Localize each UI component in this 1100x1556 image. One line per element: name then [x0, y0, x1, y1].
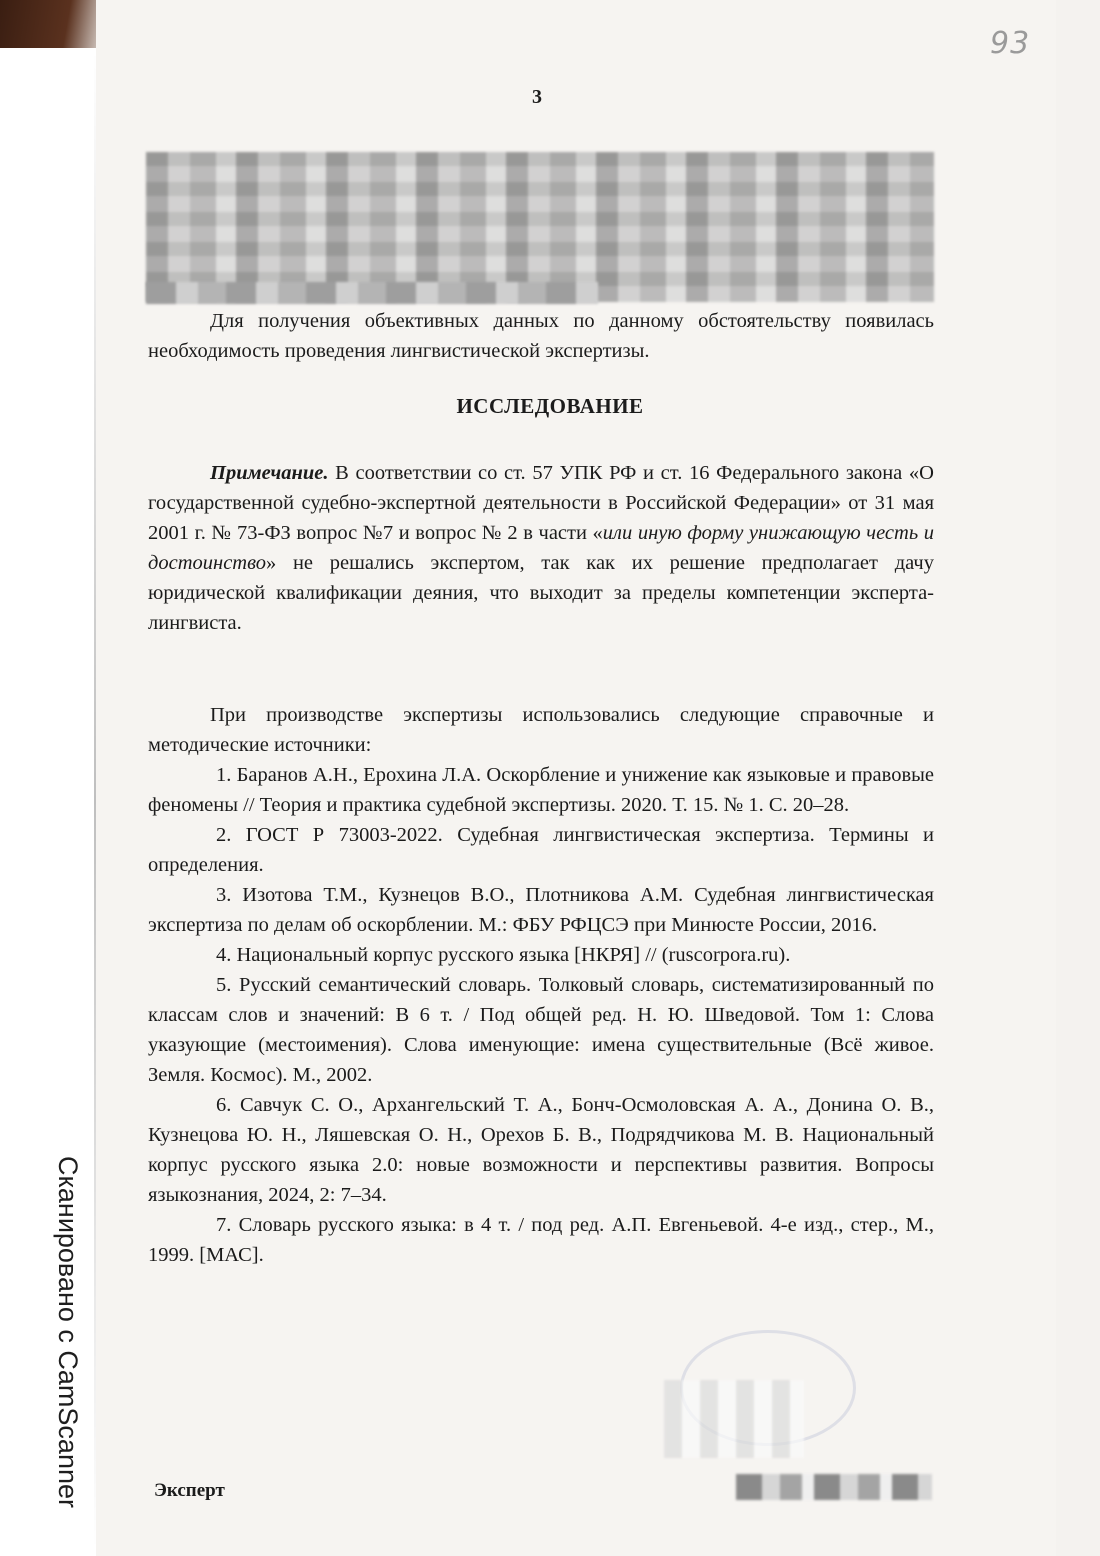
list-item: 3. Изотова Т.М., Кузнецов В.О., Плотникова А.М. Судебная лингвистическая экспертиза по делам об оскорблении. М.: ФБУ РФЦСЭ при Минюсте России, 2016. [148, 884, 934, 936]
scan-background-corner [0, 0, 110, 48]
signature-label: Эксперт [154, 1480, 225, 1501]
redacted-signature [664, 1380, 804, 1458]
note-text-before: В соответствии со ст. 57 УПК РФ и ст. 16 Федерального закона «О государственной судебно-экспертной деятельности в Российской Федерации» от 31 мая 2001 г. № 73-ФЗ вопрос №7 и вопрос № 2 в части « [148, 462, 934, 544]
note-label: Примечание. [210, 462, 329, 484]
list-item: 5. Русский семантический словарь. Толковый словарь, систематизированный по классам слов и значений: В 6 т. / Под общей ред. Н. Ю. Шведовой. Том 1: Слова указующие (местоимения). Слова именующие: имена существительные (Всё живое. Земля. Космос). М., 2002. [148, 974, 934, 1086]
note-italic-quote: или иную форму унижающую честь и достоинство [148, 522, 934, 574]
list-item: 2. ГОСТ Р 73003-2022. Судебная лингвистическая экспертиза. Термины и определения. [148, 824, 934, 876]
intro-paragraph: Для получения объективных данных по данному обстоятельству появилась необходимость проведения лингвистической экспертизы. [148, 310, 934, 362]
handwritten-page-number: 93 [990, 26, 1031, 61]
note-text-after: » не решались экспертом, так как их решение предполагает дачу юридической квалификации деяния, что выходит за пределы компетенции эксперта-лингвиста. [148, 552, 934, 634]
watermark-text: Сканировано с CamScanner [53, 1156, 83, 1509]
list-item: 7. Словарь русского языка: в 4 т. / под ред. А.П. Евгеньевой. 4-е изд., стер., М., 1999. [МАС]. [148, 1214, 934, 1266]
redacted-paragraph [146, 152, 934, 302]
camscanner-watermark [52, 1132, 83, 1532]
page-edge-shadow [94, 50, 96, 1550]
page-number: 3 [532, 86, 542, 108]
sources-list [148, 760, 934, 1270]
section-heading: ИССЛЕДОВАНИЕ [456, 394, 644, 418]
note-paragraph [148, 458, 934, 638]
list-item: 4. Национальный корпус русского языка [НКРЯ] // (ruscorpora.ru). [216, 944, 791, 966]
list-item: 6. Савчук С. О., Архангельский Т. А., Бонч-Осмоловская А. А., Донина О. В., Кузнецова Ю. Н., Ляшевская О. Н., Орехов Б. В., Подрядчикова М. В. Национальный корпус русского языка 2.0: новые возможности и перспективы развития. Вопросы языкознания, 2024, 2: 7–34. [148, 1094, 934, 1206]
redacted-expert-name [736, 1474, 932, 1500]
redacted-paragraph-tail [146, 282, 598, 304]
sources-intro: При производстве экспертизы использовались следующие справочные и методические источники: [148, 704, 934, 756]
list-item: 1. Баранов А.Н., Ерохина Л.А. Оскорбление и унижение как языковые и правовые феномены // Теория и практика судебной экспертизы. 2020. Т. 15. № 1. С. 20–28. [148, 764, 934, 816]
